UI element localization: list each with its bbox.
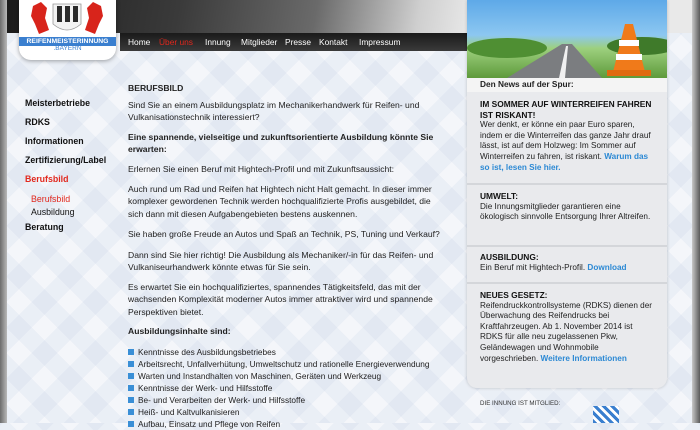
news-item: [480, 191, 655, 223]
nav-kontakt[interactable]: Kontakt: [319, 37, 348, 47]
news-item: [480, 252, 655, 273]
member-label: DIE INNUNG IST MITGLIED:: [480, 400, 561, 407]
news-text: Die Innungsmitglieder garantieren eine ökologisch sinnvolle Entsorgung Ihrer Altreifen.: [480, 201, 651, 222]
list-item: Warten und Instandhalten von Maschinen, Geräten und Werkzeug: [128, 370, 381, 382]
list-item: Kenntnisse des Ausbildungsbetriebes: [128, 346, 276, 358]
member-logo-icon[interactable]: [593, 406, 619, 423]
news-label-bar: [467, 78, 667, 92]
top-navigation: [120, 33, 468, 51]
paragraph-perspektiven: Es erwartet Sie ein hochqualifiziertes, spannendes Tätigkeitsfeld, das mit der wachsenden Komplexität moderner Autos immer attraktiver wird und spannende Perspektiven bietet.: [128, 282, 433, 317]
sidebar-item-rdks[interactable]: RDKS: [25, 117, 50, 127]
bullet-icon: [128, 373, 134, 379]
news-item: [480, 99, 655, 173]
road-cone-icon: [467, 0, 667, 78]
crest-lions-icon: [27, 0, 107, 36]
news-text: Ein Beruf mit Hightech-Profil. Download: [480, 262, 627, 272]
sidebar-subitem-ausbildung[interactable]: Ausbildung: [31, 207, 75, 217]
road-image: [467, 0, 667, 78]
list-item: Be- und Verarbeiten der Werk- und Hilfsstoffe: [128, 394, 305, 406]
divider: [467, 183, 667, 185]
nav-presse[interactable]: Presse: [285, 37, 312, 47]
logo[interactable]: [19, 0, 116, 60]
news-title: AUSBILDUNG:: [480, 252, 539, 262]
divider: [467, 282, 667, 284]
list-item: Aufbau, Einsatz und Pflege von Reifen: [128, 418, 280, 430]
paragraph-technik: Auch rund um Rad und Reifen hat Hightech nicht Halt gemacht. In dieser immer komplexer gewordenen Technik werden hochqualifizierte Profis ausgebildet, die sich dann mit diesen Aufgabengebieten bestens auskennen.: [128, 184, 432, 219]
sidebar-item-zertifizierung[interactable]: Zertifizierung/Label: [25, 155, 107, 165]
nav-mitglieder[interactable]: Mitglieder: [241, 37, 278, 47]
paragraph-hightech: Erlernen Sie einen Beruf mit Hightech-Profil und mit Zukunftsaussicht:: [128, 164, 395, 174]
sidebar-item-berufsbild[interactable]: Berufsbild: [25, 174, 69, 184]
sidebar-subitem-berufsbild[interactable]: Berufsbild: [31, 194, 71, 204]
news-item: [480, 290, 655, 364]
news-title: NEUES GESETZ:: [480, 290, 548, 300]
download-link[interactable]: Download: [587, 262, 627, 272]
news-link[interactable]: Warum das so ist, lesen Sie hier.: [480, 151, 649, 172]
window-frame-right: [692, 0, 700, 423]
paragraph-ausbildung: Dann sind Sie hier richtig! Die Ausbildung als Mechaniker/-in für das Reifen- und Vulkaniseurhandwerk könnte etwas für Sie sein.: [128, 250, 434, 273]
news-panel: [467, 0, 667, 388]
bullet-icon: [128, 409, 134, 415]
news-title: IM SOMMER AUF WINTERREIFEN FAHREN IST RISKANT!: [480, 99, 652, 120]
news-text: Wer denkt, er könne ein paar Euro sparen, indem er die Winterreifen das ganze Jahr drauf lässt, ist auf dem Holzweg: Im Sommer auf Winterreifen zu fahren, ist riskant. Warum das so ist, lesen Sie hier.: [480, 120, 651, 172]
paragraph-autos: Sie haben große Freude an Autos und Spaß an Technik, PS, Tuning und Verkauf?: [128, 229, 440, 239]
news-text: Reifendruckkontrollsysteme (RDKS) dienen der Überwachung des Reifendrucks bei Kraftfahrzeugen. Ab 1. November 2014 ist RDKS für alle neu zugelassenen Pkw, Geländewagen und Wohnmobile vorgeschrieben. Weitere Informationen: [480, 300, 653, 363]
nav-home[interactable]: Home: [128, 37, 151, 47]
logo-title: REIFENMEISTERINNUNG: [19, 37, 116, 46]
news-link[interactable]: Weitere Informationen: [540, 353, 627, 363]
bullet-icon: [128, 421, 134, 427]
list-heading: Ausbildungsinhalte sind:: [128, 326, 231, 336]
nav-ueber-uns[interactable]: Über uns: [159, 37, 193, 47]
list-item: Kenntnisse der Werk- und Hilfsstoffe: [128, 382, 272, 394]
logo-subtitle: .BAYERN: [53, 45, 82, 52]
list-item: Heiß- und Kaltvulkanisieren: [128, 406, 239, 418]
sidebar-item-informationen[interactable]: Informationen: [25, 136, 84, 146]
list-item: Arbeitsrecht, Unfallverhütung, Umweltschutz und rationelle Energieverwendung: [128, 358, 429, 370]
bullet-icon: [128, 385, 134, 391]
sidebar-item-meisterbetriebe[interactable]: Meisterbetriebe: [25, 98, 91, 108]
nav-impressum[interactable]: Impressum: [359, 37, 401, 47]
bullet-icon: [128, 397, 134, 403]
page-title: BERUFSBILD: [128, 83, 184, 93]
bullet-icon: [128, 361, 134, 367]
news-title: UMWELT:: [480, 191, 518, 201]
intro-statement: Eine spannende, vielseitige und zukunftsorientierte Ausbildung könnte Sie erwarten:: [128, 132, 434, 155]
nav-innung[interactable]: Innung: [205, 37, 231, 47]
news-label: Den News auf der Spur:: [480, 79, 574, 89]
sidebar-item-beratung[interactable]: Beratung: [25, 222, 64, 232]
divider: [467, 245, 667, 247]
intro-question: Sind Sie an einem Ausbildungsplatz im Mechanikerhandwerk für Reifen- und Vulkanisationstechnik interessiert?: [128, 100, 420, 123]
window-frame-left: [0, 0, 7, 423]
bullet-icon: [128, 349, 134, 355]
